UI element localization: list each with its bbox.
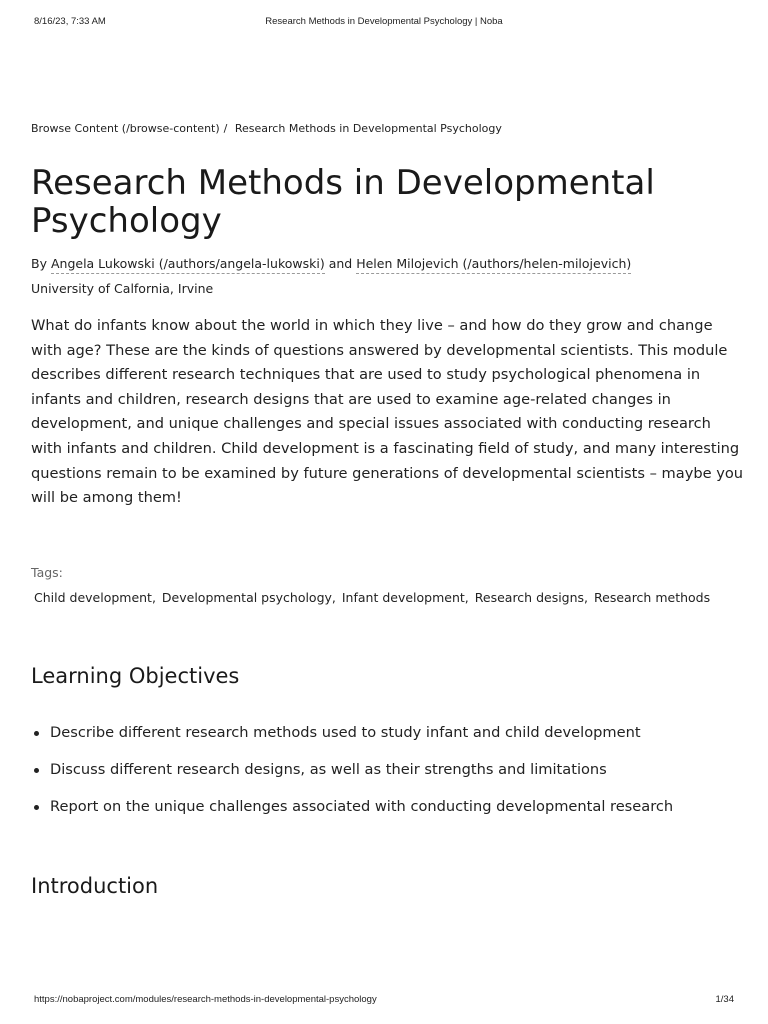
module-abstract: What do infants know about the world in which they live – and how do they grow and change with age? These are the kinds of questions answered by developmental scientists. This module describes different research techniques that are used to study psychological phenomena in infants and children, research designs that are used to examine age-related changes in development, and unique challenges and special issues associated with conducting research with infants and children. Child development is a fascinating field of study, and many interesting questions remain to be examined by future generations of developmental scientists – maybe you will be among them!	[31, 317, 744, 507]
objective-text: Discuss different research designs, as well as their strengths and limitations	[50, 761, 607, 778]
tag-link[interactable]: Infant development,	[341, 590, 469, 605]
print-datetime: 8/16/23, 7:33 AM	[34, 16, 106, 27]
print-doc-title: Research Methods in Developmental Psychology | Noba	[265, 16, 503, 27]
breadcrumb-browse-link[interactable]: Browse Content (/browse-content)	[31, 122, 220, 135]
breadcrumb-separator: /	[223, 122, 228, 135]
list-item	[31, 759, 673, 796]
learning-objectives-list	[31, 722, 673, 833]
tag-link[interactable]: Research methods	[594, 590, 711, 605]
tag-link[interactable]: Child development,	[34, 590, 156, 605]
bullet-icon	[34, 768, 39, 773]
objective-text: Report on the unique challenges associated with conducting developmental research	[50, 798, 674, 815]
page-title: Research Methods in Developmental Psychology	[31, 163, 655, 241]
breadcrumb	[31, 122, 502, 135]
byline	[31, 256, 631, 271]
page-number: 1/34	[715, 994, 734, 1005]
bullet-icon	[34, 805, 39, 810]
print-header	[0, 16, 768, 30]
objective-text: Describe different research methods used to study infant and child development	[50, 724, 641, 741]
tags-label: Tags:	[31, 565, 63, 580]
bullet-icon	[34, 731, 39, 736]
introduction-heading: Introduction	[31, 874, 159, 898]
tags-list	[34, 590, 712, 605]
list-item	[31, 796, 673, 833]
print-url: https://nobaproject.com/modules/research-methods-in-developmental-psychology	[34, 994, 377, 1005]
byline-conjunction: and	[328, 256, 353, 271]
byline-prefix: By	[31, 256, 47, 271]
breadcrumb-current: Research Methods in Developmental Psychology	[234, 122, 502, 135]
list-item	[31, 722, 673, 759]
author-link-angela-lukowski[interactable]: Angela Lukowski (/authors/angela-lukowski)	[51, 256, 325, 274]
learning-objectives-heading: Learning Objectives	[31, 664, 240, 688]
tag-link[interactable]: Developmental psychology,	[161, 590, 336, 605]
author-affiliation: University of Calfornia, Irvine	[31, 281, 214, 296]
author-link-helen-milojevich[interactable]: Helen Milojevich (/authors/helen-milojevich)	[356, 256, 631, 274]
tag-link[interactable]: Research designs,	[474, 590, 589, 605]
